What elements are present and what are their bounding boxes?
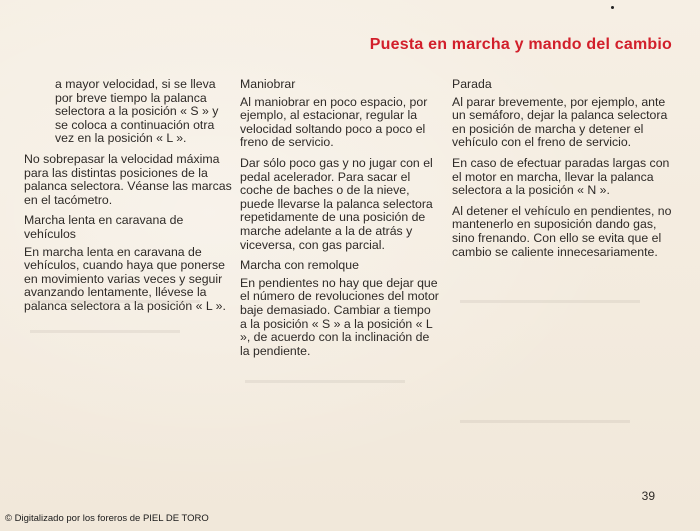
page-header-title: Puesta en marcha y mando del cambio bbox=[369, 36, 672, 53]
section-heading: Marcha con remolque bbox=[240, 258, 359, 273]
bleed-through-line bbox=[245, 380, 405, 383]
paragraph: a mayor velocidad, si se lleva por breve tiempo la palanca selectora a la posición « S » y se coloca a continuación otra vez en la posición « L ». bbox=[55, 77, 219, 146]
bleed-through-line bbox=[460, 420, 630, 423]
text-column-middle bbox=[240, 78, 440, 365]
paragraph: En caso de efectuar paradas largas con el motor en marcha, llevar la palanca selectora a la posición « N ». bbox=[452, 155, 670, 198]
paragraph: No sobrepasar la velocidad máxima para las distintas posiciones de la palanca selectora. Véanse las marcas en el tacómetro. bbox=[24, 151, 232, 207]
section-heading: Maniobrar bbox=[240, 77, 296, 91]
scan-speck bbox=[611, 6, 614, 9]
paragraph: Al parar brevemente, por ejemplo, ante un semáforo, dejar la palanca selectora en posición de marcha y detener el vehículo con el freno de servicio. bbox=[452, 94, 668, 150]
text-column-left bbox=[24, 78, 232, 321]
paragraph: Al detener el vehículo en pendientes, no mantenerlo en suposición dando gas, sino frenando. Con ello se evita que el cambio se caliente innecesariamente. bbox=[452, 203, 672, 259]
paragraph: En pendientes no hay que dejar que el número de revoluciones del motor baje demasiado. Cambiar a tiempo a la posición « S » a la posición « L », de acuerdo con la inclinación de la pendiente. bbox=[240, 275, 439, 358]
bleed-through-line bbox=[460, 300, 640, 303]
section-heading: Parada bbox=[452, 77, 492, 91]
paragraph: Dar sólo poco gas y no jugar con el pedal acelerador. Para sacar el coche de baches o de la nieve, puede llevarse la palanca selectora repetidamente de una posición de marche adelante a la de atrás y viceversa, con gas parcial. bbox=[240, 155, 433, 252]
paragraph: En marcha lenta en caravana de vehículos, cuando haya que ponerse en movimiento varias veces y seguir avanzando lentamente, llévese la palanca selectora a la posición « L ». bbox=[24, 244, 226, 313]
section-heading: Marcha lenta en caravana de vehículos bbox=[24, 213, 184, 241]
scan-credit: © Digitalizado por los foreros de PIEL DE TORO bbox=[5, 513, 209, 524]
page-number: 39 bbox=[641, 489, 655, 503]
text-column-right bbox=[452, 78, 674, 266]
paragraph: Al maniobrar en poco espacio, por ejemplo, al estacionar, regular la velocidad soltando poco a poco el freno de servicio. bbox=[240, 94, 428, 150]
bleed-through-line bbox=[30, 330, 180, 333]
